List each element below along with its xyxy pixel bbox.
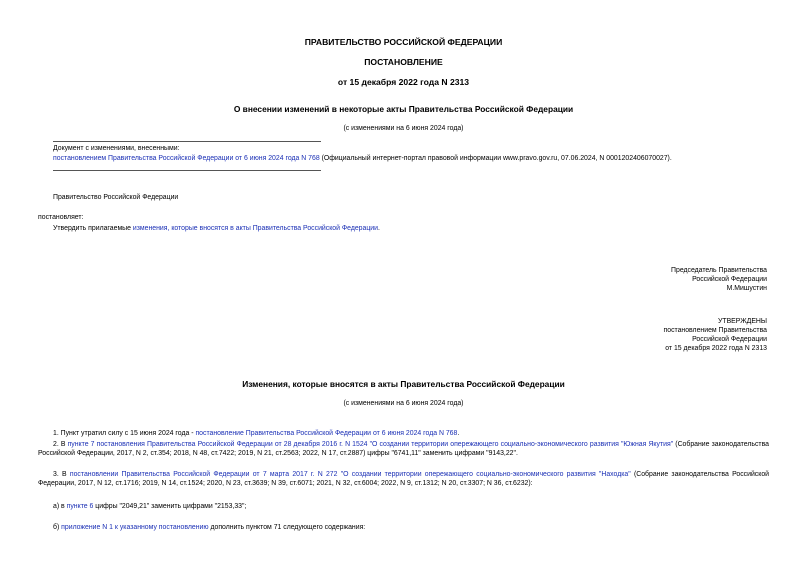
amendments-intro: Документ с изменениями, внесенными: [53, 145, 180, 152]
revision-note: (с изменениями на 6 июня 2024 года) [343, 125, 464, 132]
amendments-bottom-rule [53, 170, 321, 171]
approve-paragraph [53, 225, 769, 234]
signature-title: Председатель Правительства [671, 267, 767, 274]
item-1-text: 1. Пункт утратил силу с 15 июня 2024 года - [53, 430, 196, 437]
resolves-text: постановляет: [38, 214, 84, 221]
approved-heading: УТВЕРЖДЕНЫ [718, 318, 767, 325]
sub-b-text: дополнить пунктом 71 следующего содержания: [208, 524, 366, 531]
item-3-text: (Собрание законодательства Российской Федерации, 2017, N 12, ст.1716; 2019, N 14, ст.1524; 2020, N 23, ст.3639; N 39, ст.6071; 2021, N 32, ст.6004; 2022, N 9, ст.1312; N 20, ст.3307; N 36, ст.6232): [38, 471, 770, 487]
sub-a-prefix: а) в [53, 503, 67, 510]
change-item-1 [53, 430, 769, 439]
change-item-2 [38, 441, 769, 459]
sub-b-prefix: б) [53, 524, 62, 531]
changes-revision-note: (с изменениями на 6 июня 2024 года) [343, 400, 464, 407]
amendment-link[interactable]: постановлением Правительства Российской Федерации от 6 июня 2024 года N 768 [53, 154, 320, 162]
issuer-heading: ПРАВИТЕЛЬСТВО РОССИЙСКОЙ ФЕДЕРАЦИИ [304, 37, 503, 47]
approved-line-3: Российской Федерации [692, 335, 767, 343]
item-2-text: (Собрание законодательства Российской Федерации, 2017, N 2, ст.354; 2018, N 48, ст.7422; 2019, N 21, ст.2563; 2022, N 17, ст.2887) цифры "6741,11" заменить цифрами "9143,22". [38, 441, 769, 457]
sub-a-link[interactable]: пункте 6 [66, 503, 94, 510]
amendment-source: (Официальный интернет-портал правовой информации www.pravo.gov.ru, 07.06.2024, N 0001202406070027). [319, 154, 672, 162]
issuer-text: Правительство Российской Федерации [53, 194, 179, 201]
document-type: ПОСТАНОВЛЕНИЕ [364, 57, 443, 67]
item-2-link[interactable]: пункте 7 постановления Правительства Российской Федерации от 28 декабря 2016 г. N 1524 "О создании территории опережающего социально-экономического развития "Южная Якутия" [67, 441, 674, 448]
amendments-line [53, 155, 773, 164]
approved-line-2: постановлением Правительства [663, 326, 767, 334]
approve-prefix: Утвердить прилагаемые [53, 225, 133, 232]
sub-item-a [53, 503, 769, 512]
signature-title-2: Российской Федерации [692, 275, 767, 283]
item-3-link[interactable]: постановлении Правительства Российской Федерации от 7 марта 2017 г. N 272 "О создании территории опережающего социально-экономического развития "Находка" [69, 471, 631, 478]
item-1-link[interactable]: постановление Правительства Российской Федерации от 6 июня 2024 года N 768 [195, 430, 458, 437]
amendments-box [53, 145, 773, 164]
sub-a-text: цифры "2049,21" заменить цифрами "2153,33"; [93, 503, 247, 510]
sub-item-b [53, 524, 769, 533]
change-item-3 [38, 471, 769, 489]
item-2-num: 2. В [53, 441, 68, 448]
signature-block [467, 267, 767, 294]
document-title: О внесении изменений в некоторые акты Правительства Российской Федерации [233, 104, 574, 114]
signatory-name: М.Мишустин [726, 284, 767, 292]
changes-title: Изменения, которые вносятся в акты Правительства Российской Федерации [242, 379, 565, 389]
approve-link[interactable]: изменения, которые вносятся в акты Правительства Российской Федерации [132, 225, 378, 232]
item-3-num: 3. В [53, 471, 70, 478]
amendments-top-rule [53, 141, 321, 142]
item-1-end: . [457, 430, 460, 437]
approve-suffix: . [377, 225, 380, 232]
approved-block [467, 318, 767, 354]
document-date-number: от 15 декабря 2022 года N 2313 [337, 77, 470, 87]
sub-b-link[interactable]: приложение N 1 к указанному постановлению [61, 524, 209, 531]
approved-line-4: от 15 декабря 2022 года N 2313 [665, 344, 767, 352]
